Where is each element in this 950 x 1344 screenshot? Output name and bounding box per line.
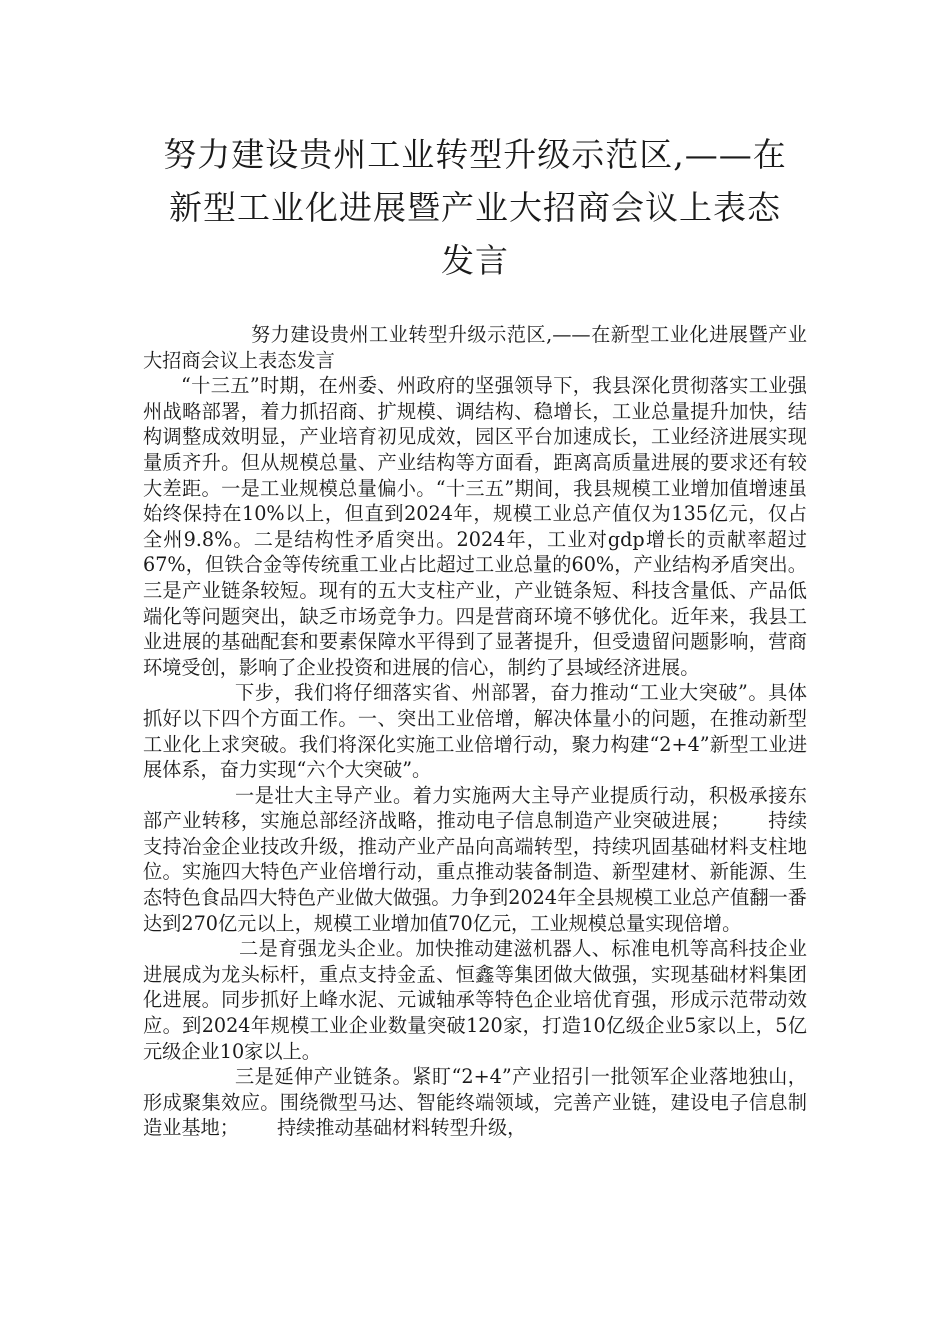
- title-line-1: 努力建设贵州工业转型升级示范区,——在: [163, 135, 787, 174]
- paragraph-item-three: [143, 1064, 807, 1141]
- paragraph-item-two: 二是育强龙头企业。加快推动建滋机器人、标准电机等高科技企业进展成为龙头标杆，重点支持金孟、恒鑫等集团做大做强，实现基础材料集团化进展。同步抓好上峰水泥、元诚轴承等特色企业培优育强，形成示范带动效应。到2024年规模工业企业数量突破120家，打造10亿级企业5家以上，5亿元级企业10家以上。: [143, 937, 807, 1063]
- paragraph-item-three-part-1: 三是延伸产业链条。紧盯“2+4”产业招引一批领军企业落地独山，形成聚集效应。围绕微型马达、智能终端领域，完善产业链，建设电子信息制造业基地；: [143, 1065, 807, 1140]
- paragraph-review: “十三五”时期，在州委、州政府的坚强领导下，我县深化贯彻落实工业强州战略部署，着力抓招商、扩规模、调结构、稳增长，工业总量提升加快，结构调整成效明显，产业培育初见成效，园区平台加速成长，工业经济进展实现量质齐升。但从规模总量、产业结构等方面看，距离高质量进展的要求还有较大差距。一是工业规模总量偏小。“十三五”期间，我县规模工业增加值增速虽始终保持在10%以上，但直到2024年，规模工业总产值仅为135亿元，仅占全州9.8%。二是结构性矛盾突出。2024年，工业对gdp增长的贡献率超过67%，但铁合金等传统重工业占比超过工业总量的60%，产业结构矛盾突出。三是产业链条较短。现有的五大支柱产业，产业链条短、科技含量低、产品低端化等问题突出，缺乏市场竞争力。四是营商环境不够优化。近年来，我县工业进展的基础配套和要素保障水平得到了显著提升，但受遗留问题影响，营商环境受创，影响了企业投资和进展的信心，制约了县域经济进展。: [143, 374, 807, 679]
- title-line-3: 发言: [441, 241, 509, 280]
- paragraph-next-steps: 下步，我们将仔细落实省、州部署，奋力推动“工业大突破”。具体抓好以下四个方面工作。一、突出工业倍增，解决体量小的问题，在推动新型工业化上求突破。我们将深化实施工业倍增行动，聚力构建“2+4”新型工业进展体系，奋力实现“六个大突破”。: [143, 681, 808, 782]
- paragraph-subtitle: 努力建设贵州工业转型升级示范区,——在新型工业化进展暨产业大招商会议上表态发言: [143, 323, 807, 372]
- paragraph-item-one-part-2: 持续支持冶金企业技改升级，推动产业产品向高端转型，持续巩固基础材料支柱地位。实施四大特色产业倍增行动，重点推动装备制造、新型建材、新能源、生态特色食品四大特色产业做大做强。力争到2024年全县规模工业总产值翻一番达到270亿元以上，规模工业增加值70亿元，工业规模总量实现倍增。: [143, 809, 808, 935]
- document-title: [130, 128, 820, 287]
- paragraph-item-three-part-2: 持续推动基础材料转型升级，: [276, 1116, 527, 1140]
- document-body: [143, 322, 807, 1141]
- paragraph-item-one-part-1: 一是壮大主导产业。着力实施两大主导产业提质行动，积极承接东部产业转移，实施总部经济战略，推动电子信息制造产业突破进展；: [143, 783, 807, 833]
- paragraph-item-one: [143, 783, 807, 937]
- title-line-2: 新型工业化进展暨产业大招商会议上表态: [169, 188, 781, 227]
